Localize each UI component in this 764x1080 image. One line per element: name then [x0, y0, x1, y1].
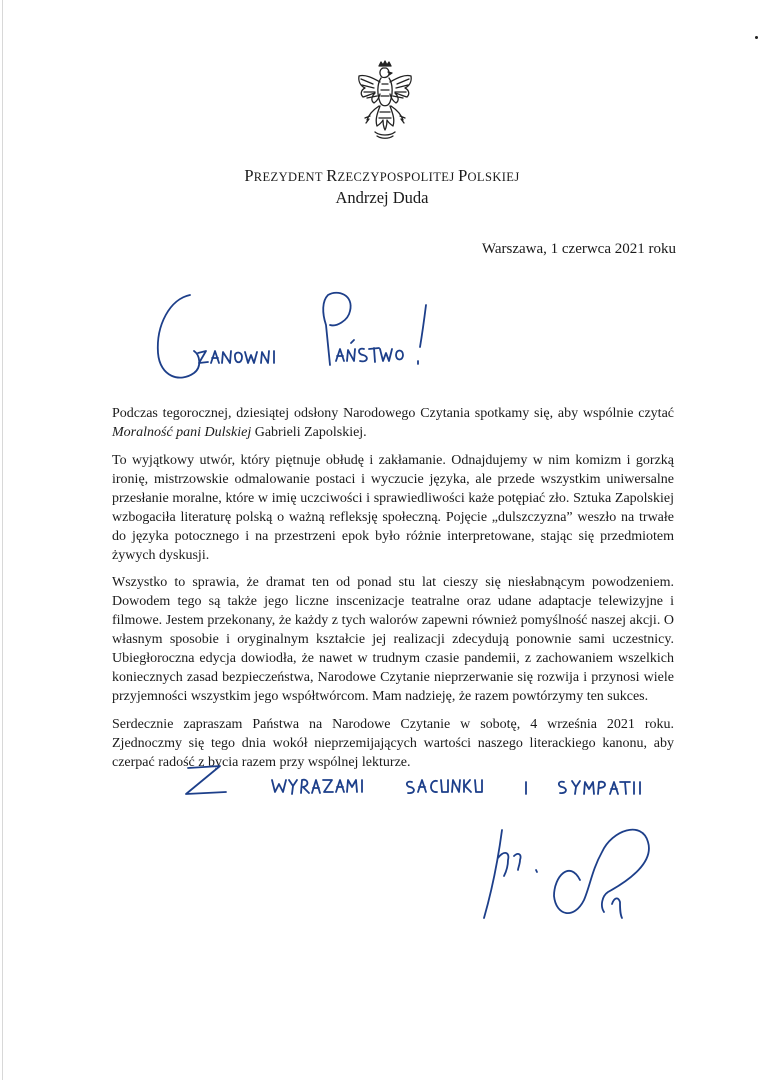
letter-body: [112, 404, 674, 780]
paragraph-1-text: Podczas tegorocznej, dziesiątej odsłony Narodowego Czytania spotkamy się, aby wspólnie czytać: [112, 406, 674, 421]
scan-speck: [755, 36, 758, 39]
handwritten-salutation: [150, 285, 450, 390]
office-initial-p2: P: [458, 166, 468, 185]
scan-edge-line: [2, 0, 3, 1080]
letter-date: Warszawa, 1 czerwca 2021 roku: [481, 241, 676, 257]
paragraph-1: [112, 404, 674, 442]
paragraph-2: To wyjątkowy utwór, który piętnuje obłudę i zakłamanie. Odnajdujemy w nim komizm i gorzką ironię, mistrzowskie odmalowanie postaci i wyczucie języka, ale przede wszystkim uniwersalne przesłanie moralne, które w imię uczciwości i sprawiedliwości każe potępiać zło. Sztuka Zapolskiej wzbogaciła literaturę polską o ważną refleksję społeczną. Pojęcie „dulszczyzna” weszło na trwałe do języka potocznego i na przestrzeni epok było różnie interpretowane, stając się przedmiotem żywych dyskusji.: [112, 452, 674, 563]
office-initial-r: R: [326, 166, 338, 185]
office-initial-p: P: [244, 166, 254, 185]
book-title: Moralność pani Dulskiej: [112, 425, 252, 440]
office-word-3: OLSKIEJ: [467, 170, 520, 184]
paragraph-3: Wszystko to sprawia, że dramat ten od ponad stu lat cieszy się niesłabnącym powodzeniem. Dowodem tego są także jego liczne inscenizacje teatralne oraz udane adaptacje telewizyjne i filmowe. Jestem przekonany, że każdy z tych walorów zapewni również pomyślność naszej akcji. O własnym sposobie i oryginalnym kształcie jej realizacji zdecydują ponownie sami uczestnicy. Ubiegłoroczna edycja dowiodła, że nawet w trudnym czasie pandemii, z zachowaniem wszelkich koniecznych zasad bezpieczeństwa, Narodowe Czytanie nieprzerwanie się rozwija i przynosi wiele przyjemności wszystkim jego współtwórcom. Mam nadzieję, że razem powtórzymy ten sukces.: [112, 575, 674, 704]
paragraph-4: Serdecznie zapraszam Państwa na Narodowe Czytanie w sobotę, 4 września 2021 roku. Zjednoczmy się tego dnia wokół nieprzemijających wartości naszego literackiego kanonu, aby czerpać radość z bycia razem przy wspólnej lekturze.: [112, 716, 674, 770]
sender-name: Andrzej Duda: [335, 188, 429, 207]
paragraph-1-end: Gabrieli Zapolskiej.: [251, 425, 367, 440]
handwritten-signature: [462, 800, 662, 950]
polish-eagle-emblem-icon: [353, 60, 417, 146]
office-title: [0, 166, 764, 186]
office-word-1: REZYDENT: [253, 170, 327, 184]
office-word-2: ZECZYPOSPOLITEJ: [337, 170, 459, 184]
